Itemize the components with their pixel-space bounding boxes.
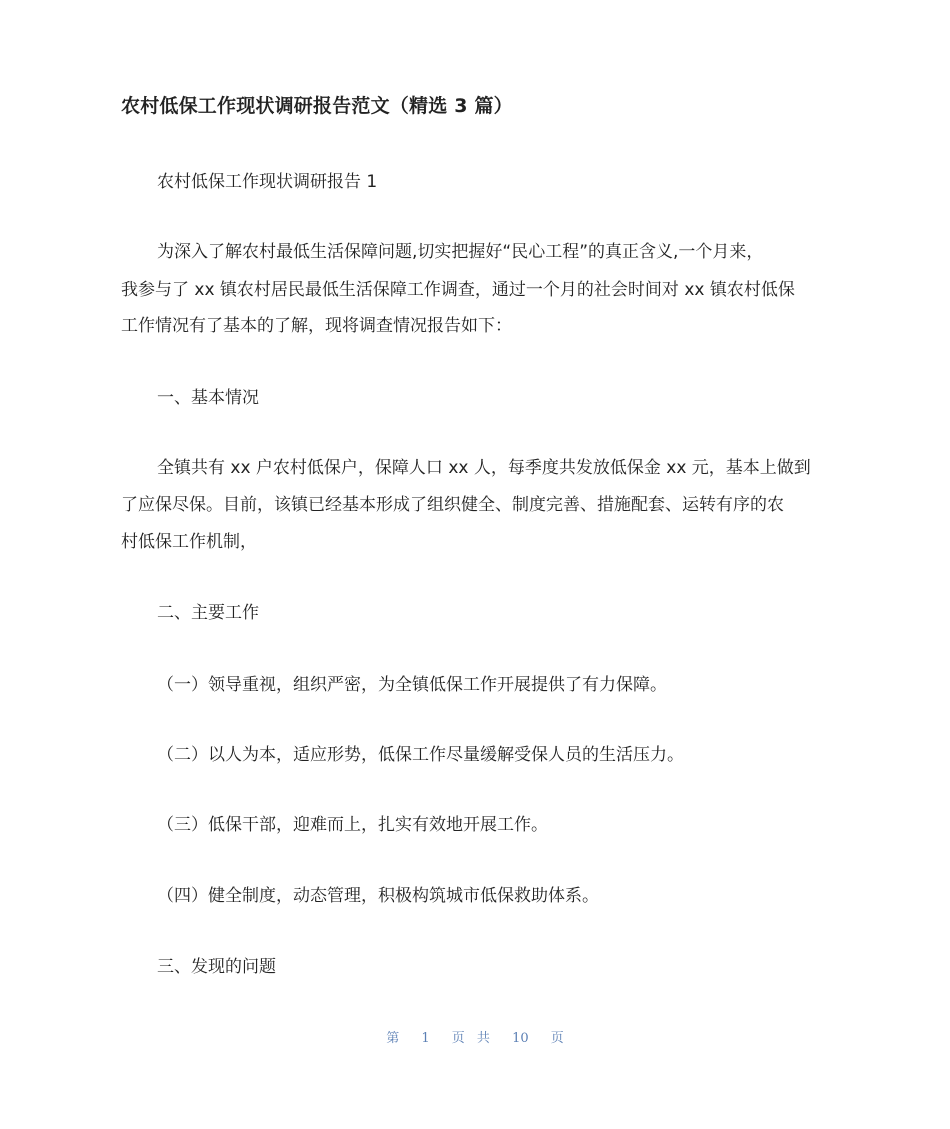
section-2-item: （二）以人为本，适应形势，低保工作尽量缓解受保人员的生活压力。 <box>157 745 684 765</box>
section-2-heading: 二、主要工作 <box>157 603 259 623</box>
section-2-item: （三）低保干部，迎难而上，扎实有效地开展工作。 <box>157 815 548 835</box>
section-3-heading: 三、发现的问题 <box>157 957 276 977</box>
footer-page-number: 1 <box>421 1031 430 1046</box>
page-footer <box>0 1030 950 1048</box>
footer-total-pages: 10 <box>512 1031 529 1046</box>
intro-line-2: 我参与了 xx 镇农村居民最低生活保障工作调查，通过一个月的社会时间对 xx 镇农村低保 <box>121 280 795 300</box>
section-1-line-2: 了应保尽保。目前，该镇已经基本形成了组织健全、制度完善、措施配套、运转有序的农 <box>121 495 784 515</box>
section-2-item: （四）健全制度，动态管理，积极构筑城市低保救助体系。 <box>157 886 599 906</box>
footer-suffix: 页 <box>550 1031 564 1046</box>
intro-line-1: 为深入了解农村最低生活保障问题,切实把握好“民心工程”的真正含义,一个月来， <box>157 242 764 262</box>
intro-line-3: 工作情况有了基本的了解，现将调查情况报告如下： <box>121 316 512 336</box>
footer-prefix: 第 <box>386 1031 400 1046</box>
document-title: 农村低保工作现状调研报告范文（精选 3 篇） <box>121 95 513 117</box>
footer-middle: 页 共 <box>451 1031 490 1046</box>
report-subtitle: 农村低保工作现状调研报告 1 <box>157 172 378 192</box>
section-1-heading: 一、基本情况 <box>157 388 259 408</box>
section-1-line-1: 全镇共有 xx 户农村低保户，保障人口 xx 人，每季度共发放低保金 xx 元，基本上做到 <box>157 458 811 478</box>
section-2-item: （一）领导重视，组织严密，为全镇低保工作开展提供了有力保障。 <box>157 675 667 695</box>
section-1-line-3: 村低保工作机制， <box>121 532 257 552</box>
